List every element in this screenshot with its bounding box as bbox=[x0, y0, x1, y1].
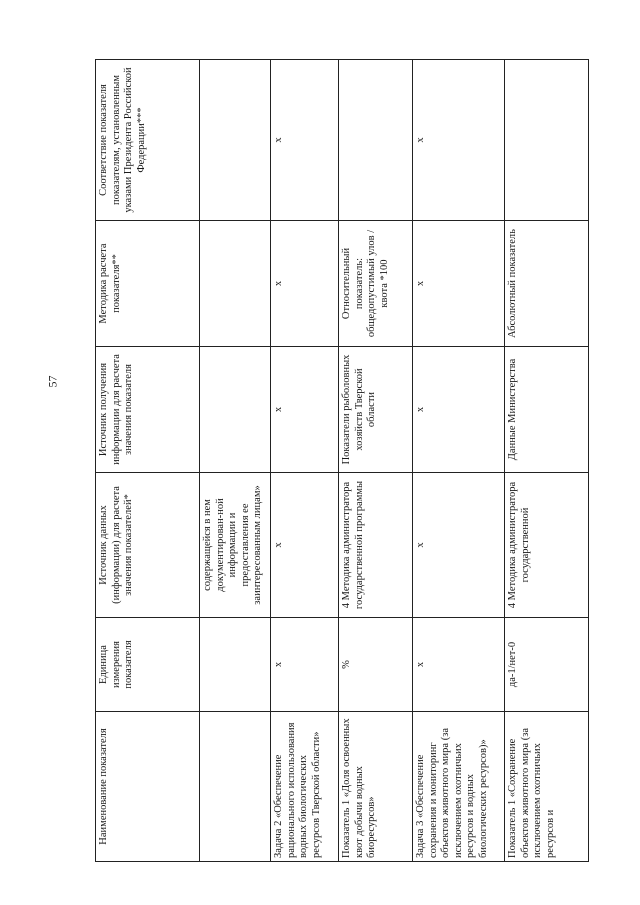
table-cell bbox=[505, 60, 589, 221]
header-cell: Соответствие показателя показателям, установленным указами Президента Российской Федерации*** bbox=[96, 60, 200, 221]
table-frame bbox=[95, 60, 588, 862]
table-row bbox=[271, 60, 339, 862]
table-header-row bbox=[96, 60, 200, 862]
table-cell: х bbox=[413, 221, 505, 347]
table-cell: х bbox=[413, 618, 505, 712]
table-cell: х bbox=[271, 60, 339, 221]
table-cell: да-1/нет-0 bbox=[505, 618, 589, 712]
table-cell: Показатель 1 «Сохранение объектов животного мира (за исключением охотничьих ресурсов и bbox=[505, 712, 589, 862]
page-number: 57 bbox=[45, 375, 60, 388]
table-cell: 4 Методика администратора государственной bbox=[505, 473, 589, 618]
table-cell bbox=[200, 347, 271, 473]
table-cell: х bbox=[271, 347, 339, 473]
table-cell: Данные Министерства bbox=[505, 347, 589, 473]
table-cell: содержащейся в нем документирован-ной информации и предоставления ее заинтересованным лицам» bbox=[200, 473, 271, 618]
table-cell: Показатели рыболовных хозяйств Тверской области bbox=[339, 347, 413, 473]
header-cell: Наименование показателя bbox=[96, 712, 200, 862]
header-cell: Единица измерения показателя bbox=[96, 618, 200, 712]
table-row bbox=[413, 60, 505, 862]
table-row bbox=[339, 60, 413, 862]
table-cell: Абсолютный показатель bbox=[505, 221, 589, 347]
table-cell bbox=[200, 221, 271, 347]
table-rotated bbox=[95, 60, 588, 862]
table-cell: Задача 2 «Обеспечение рационального использования водных биологических ресурсов Тверской области» bbox=[271, 712, 339, 862]
header-cell: Источник получения информации для расчета значения показателя bbox=[96, 347, 200, 473]
table-cell: х bbox=[413, 347, 505, 473]
table-row bbox=[505, 60, 589, 862]
table-cell: 4 Методика администратора государственной программы bbox=[339, 473, 413, 618]
table-cell bbox=[200, 712, 271, 862]
table-cell: Относительный показатель: общедопустимый улов / квота *100 bbox=[339, 221, 413, 347]
table-cell bbox=[339, 60, 413, 221]
table-cell: х bbox=[413, 473, 505, 618]
table-cell bbox=[200, 60, 271, 221]
table-cell: х bbox=[413, 60, 505, 221]
header-cell: Методика расчета показателя** bbox=[96, 221, 200, 347]
table-cell bbox=[200, 618, 271, 712]
table-cell: % bbox=[339, 618, 413, 712]
table-cell: х bbox=[271, 221, 339, 347]
table-cell: Задача 3 «Обеспечение сохранения и мониторинг объектов животного мира (за исключением охотничьих ресурсов и водных биологических ресурсов)» bbox=[413, 712, 505, 862]
table-cell: Показатель 1 «Доля освоенных квот добычи водных биоресурсов» bbox=[339, 712, 413, 862]
indicators-table bbox=[95, 59, 589, 862]
table-cell: х bbox=[271, 618, 339, 712]
header-cell: Источник данных (информации) для расчета значения показателей* bbox=[96, 473, 200, 618]
table-cell: х bbox=[271, 473, 339, 618]
table-row bbox=[200, 60, 271, 862]
